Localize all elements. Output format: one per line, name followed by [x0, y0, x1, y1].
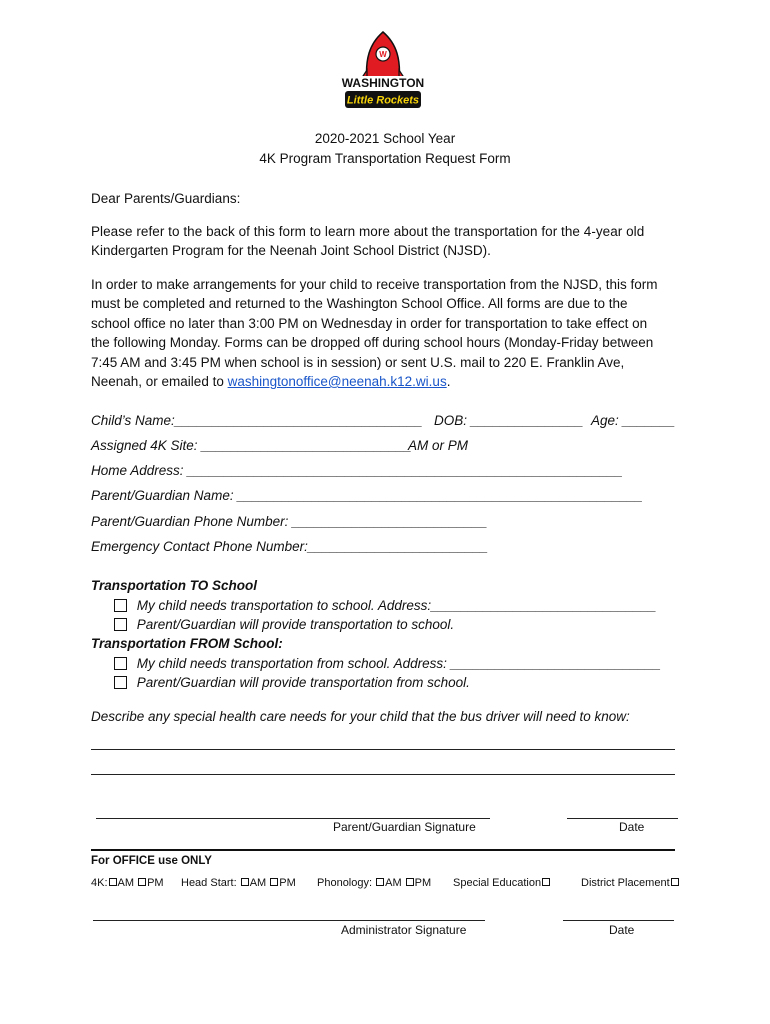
office-divider	[91, 849, 675, 851]
to-school-option-bus[interactable]: My child needs transportation to school. Address:______________________________	[114, 598, 656, 613]
child-name-field[interactable]: Child’s Name:_________________________________	[91, 413, 423, 428]
assigned-site-field[interactable]: Assigned 4K Site: ____________________________	[91, 438, 412, 453]
admin-signature-line[interactable]	[93, 920, 485, 921]
to-school-option-parent[interactable]: Parent/Guardian will provide transportation to school.	[114, 617, 454, 632]
checkbox-icon[interactable]	[671, 878, 679, 886]
parent-date-label: Date	[619, 820, 645, 834]
checkbox-icon[interactable]	[114, 676, 127, 689]
office-headstart-group: Head Start: AM PM	[181, 877, 296, 889]
health-needs-prompt: Describe any special health care needs for your child that the bus driver will need to know:	[91, 709, 630, 724]
emergency-phone-field[interactable]: Emergency Contact Phone Number:________________________	[91, 539, 489, 554]
office-district-group: District Placement	[581, 877, 680, 889]
checkbox-icon[interactable]	[270, 878, 278, 886]
from-school-heading: Transportation FROM School:	[91, 636, 283, 651]
logo-tagline: Little Rockets	[346, 94, 420, 107]
checkbox-icon[interactable]	[406, 878, 414, 886]
paragraph2-line4: the following Monday. Forms can be dropped off during school hours (Monday-Friday between	[91, 335, 654, 350]
to-school-heading: Transportation TO School	[91, 578, 258, 593]
health-answer-line-1[interactable]	[91, 749, 675, 750]
dob-field[interactable]: DOB: _______________	[434, 413, 584, 428]
checkbox-icon[interactable]	[114, 599, 127, 612]
logo-school-name: WASHINGTON	[341, 76, 425, 90]
checkbox-icon[interactable]	[114, 657, 127, 670]
checkbox-icon[interactable]	[109, 878, 117, 886]
office-email-link[interactable]: washingtonoffice@neenah.k12.wi.us	[227, 374, 447, 389]
washington-little-rockets-logo	[337, 30, 429, 112]
paragraph2-line1: In order to make arrangements for your child to receive transportation from the NJSD, this form	[91, 277, 658, 292]
checkbox-icon[interactable]	[241, 878, 249, 886]
paragraph2-line5: 7:45 AM and 3:45 PM when school is in session) or sent U.S. mail to 220 E. Franklin Ave,	[91, 355, 625, 370]
admin-date-line[interactable]	[563, 920, 674, 921]
svg-text:W: W	[379, 50, 387, 59]
admin-signature-label: Administrator Signature	[341, 923, 467, 937]
paragraph2-line3: school office no later than 3:00 PM on Wednesday in order for transportation to take effect on	[91, 316, 648, 331]
age-field[interactable]: Age: _______	[591, 413, 676, 428]
checkbox-icon[interactable]	[542, 878, 550, 886]
parent-phone-field[interactable]: Parent/Guardian Phone Number: __________________________	[91, 514, 488, 529]
home-address-field[interactable]: Home Address: __________________________________________________________	[91, 463, 623, 478]
checkbox-icon[interactable]	[138, 878, 146, 886]
greeting: Dear Parents/Guardians:	[91, 191, 241, 206]
parent-date-line[interactable]	[567, 818, 678, 819]
office-4k-group: 4K: AM PM	[91, 877, 164, 889]
site-ampm-label: AM or PM	[408, 438, 469, 453]
from-school-option-bus[interactable]: My child needs transportation from school. Address: ____________________________	[114, 656, 661, 671]
checkbox-icon[interactable]	[376, 878, 384, 886]
paragraph2-line2: must be completed and returned to the Washington School Office. All forms are due to the	[91, 296, 628, 311]
form-title: 4K Program Transportation Request Form	[259, 151, 511, 166]
office-special-ed-group: Special Education	[453, 877, 551, 889]
from-school-option-parent[interactable]: Parent/Guardian will provide transportation from school.	[114, 675, 470, 690]
paragraph2-line6: Neenah, or emailed to washingtonoffice@neenah.k12.wi.us.	[91, 374, 451, 389]
health-answer-line-2[interactable]	[91, 774, 675, 775]
checkbox-icon[interactable]	[114, 618, 127, 631]
paragraph1-line1: Please refer to the back of this form to learn more about the transportation for the 4-year old	[91, 224, 645, 239]
office-phonology-group: Phonology: AM PM	[317, 877, 432, 889]
school-year-title: 2020-2021 School Year	[314, 131, 456, 146]
parent-name-field[interactable]: Parent/Guardian Name: ______________________________________________________	[91, 488, 643, 503]
parent-signature-label: Parent/Guardian Signature	[333, 820, 476, 834]
paragraph1-line2: Kindergarten Program for the Neenah Joint School District (NJSD).	[91, 243, 491, 258]
parent-signature-line[interactable]	[96, 818, 490, 819]
office-heading: For OFFICE use ONLY	[91, 855, 212, 867]
admin-date-label: Date	[609, 923, 635, 937]
